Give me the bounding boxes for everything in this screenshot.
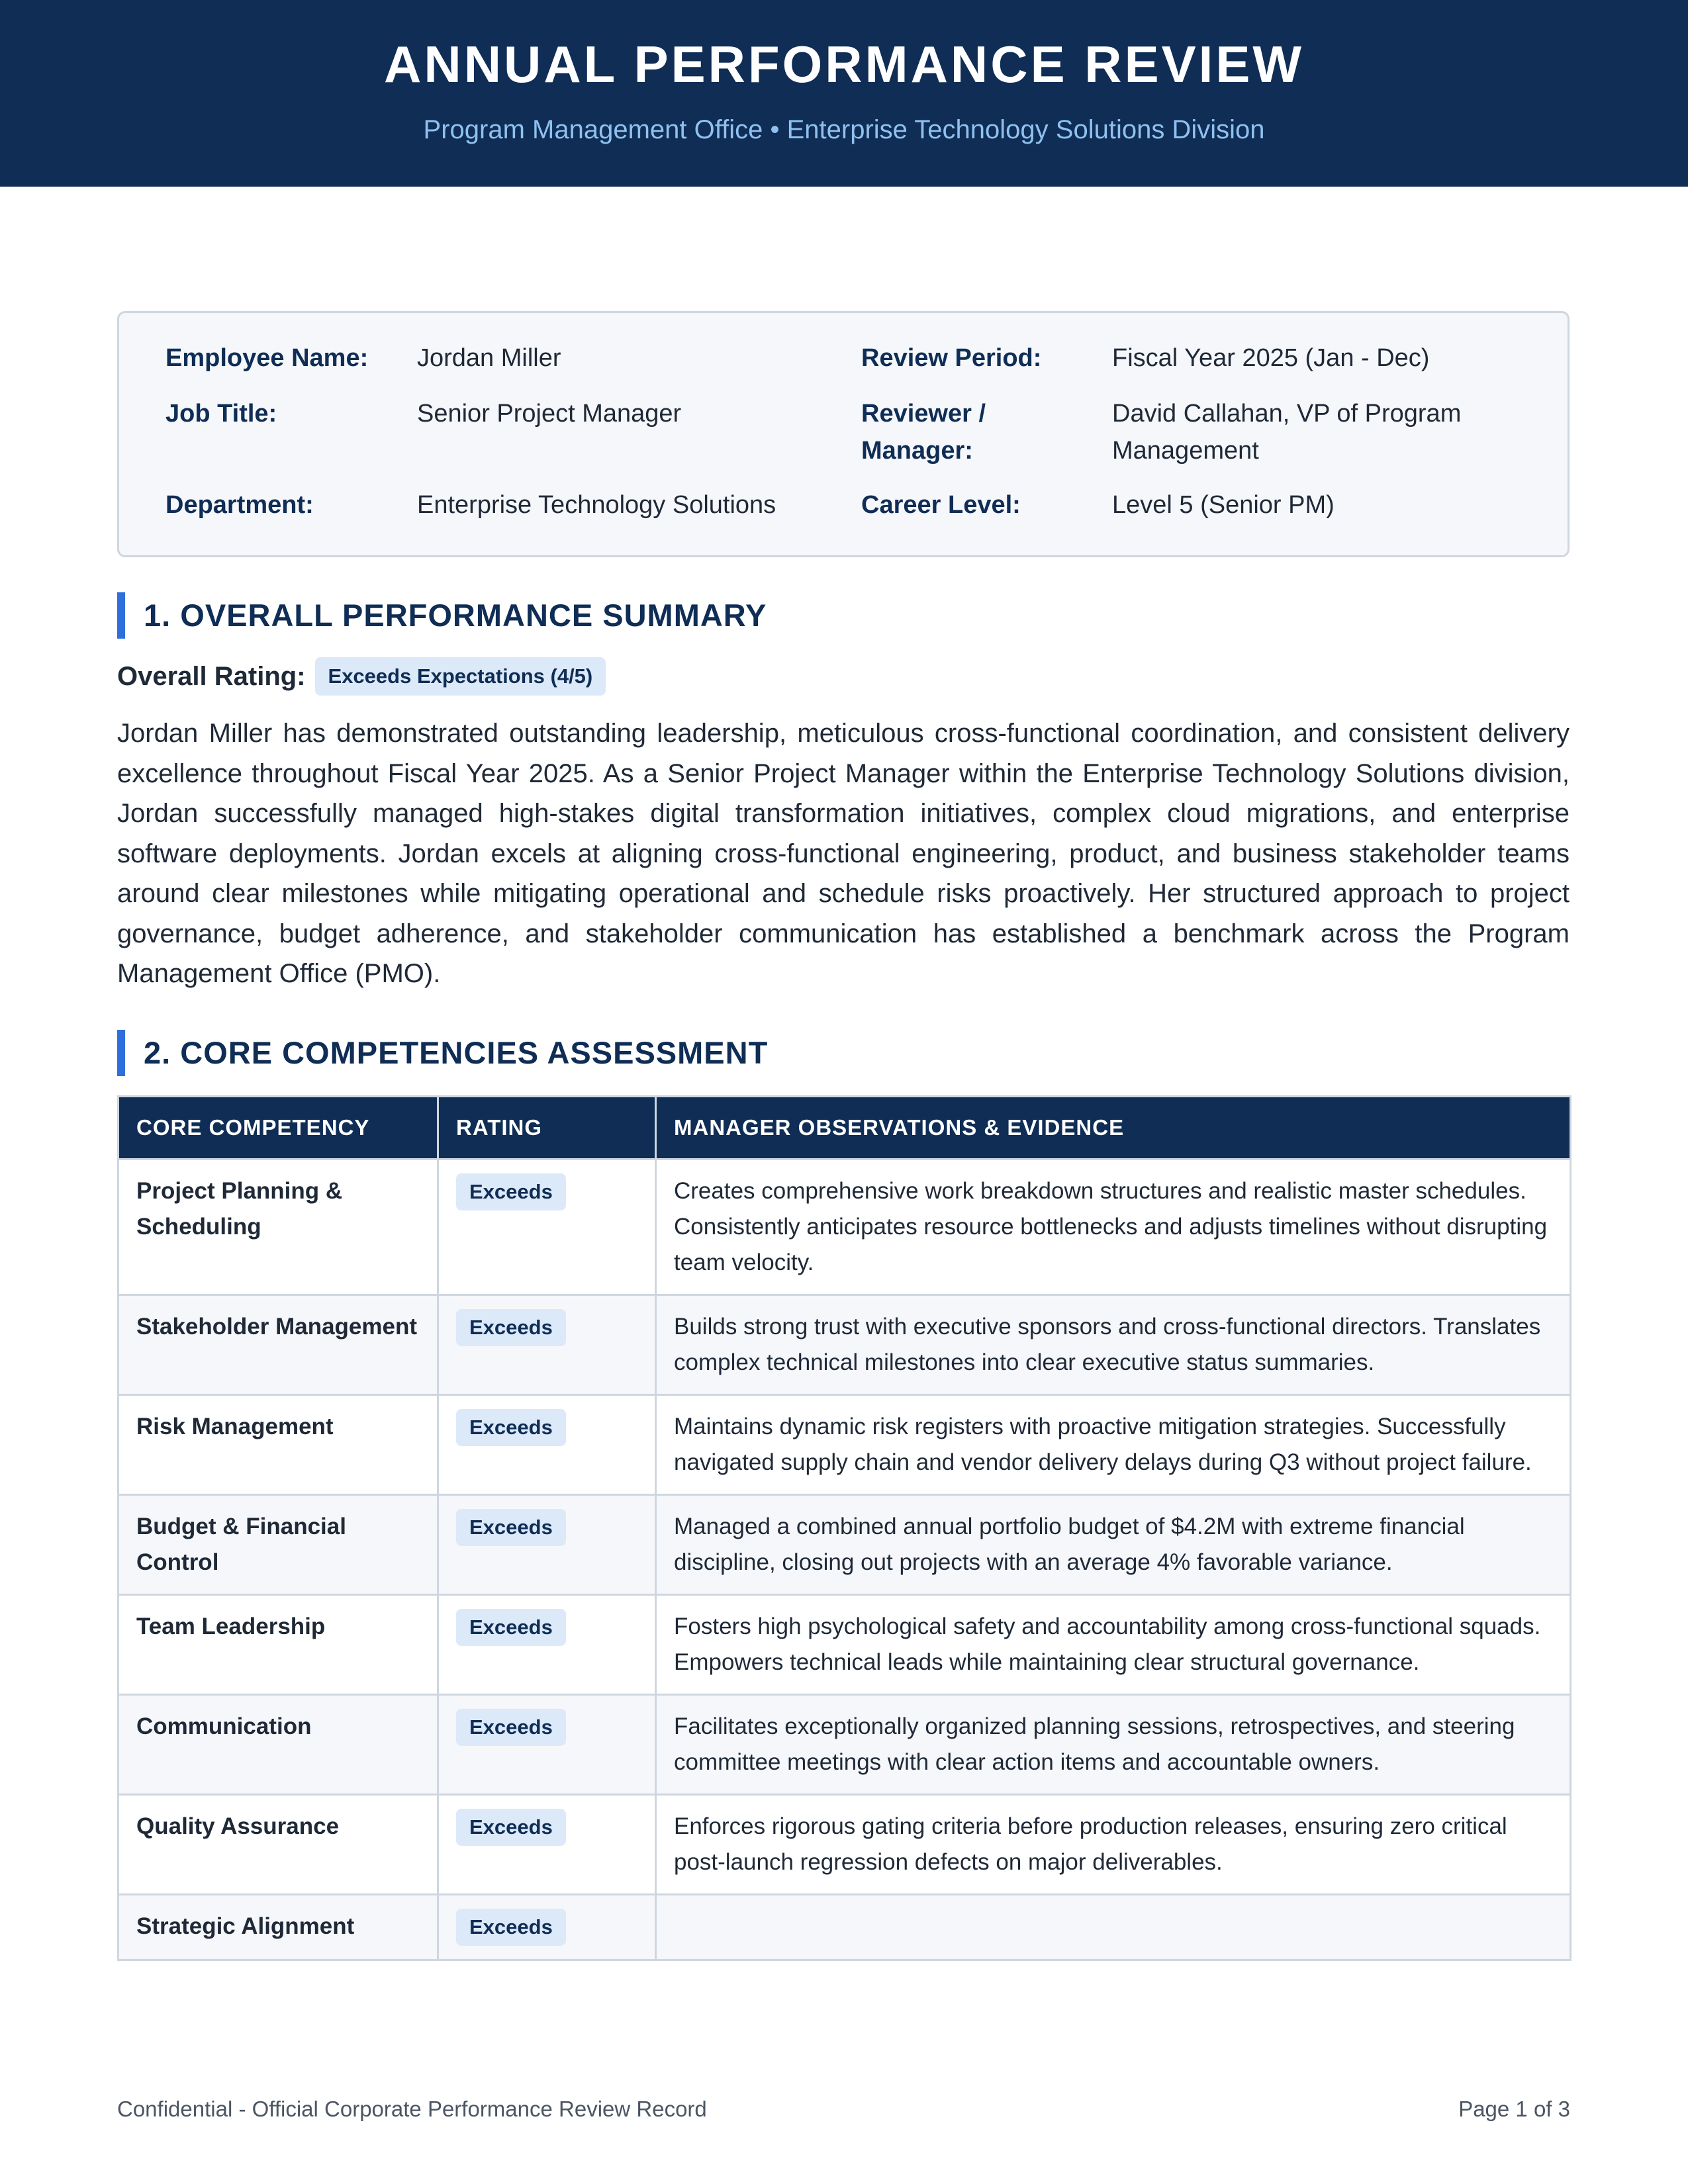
competencies-table-body (118, 1160, 1571, 1960)
overall-rating (117, 655, 606, 698)
job-title-label: Job Title: (165, 400, 277, 428)
section-heading-overall-summary: 1. OVERALL PERFORMANCE SUMMARY (117, 592, 767, 639)
competency-name: Quality Assurance (118, 1795, 438, 1895)
career-level-label: Career Level: (861, 491, 1021, 519)
reviewer-value (1112, 395, 1461, 469)
department-value: Enterprise Technology Solutions (417, 491, 776, 519)
competencies-table (117, 1095, 1571, 1961)
reviewer-label-line2: Manager: (861, 437, 973, 465)
footer-page-number: Page 1 of 3 (1458, 2097, 1570, 2121)
reviewer-label (861, 395, 986, 469)
table-row (118, 1160, 1571, 1295)
table-row (118, 1495, 1571, 1595)
competency-rating-cell (438, 1495, 656, 1595)
rating-badge: Exceeds (456, 1309, 566, 1346)
department-label: Department: (165, 491, 314, 519)
table-row (118, 1595, 1571, 1695)
competency-rating-cell (438, 1695, 656, 1795)
column-header-rating: RATING (438, 1097, 656, 1160)
competency-rating-cell (438, 1295, 656, 1395)
table-row (118, 1395, 1571, 1495)
page-header (0, 0, 1688, 187)
document-subtitle: Program Management Office • Enterprise Technology Solutions Division (423, 115, 1265, 144)
competency-rating-cell (438, 1395, 656, 1495)
competency-name: Strategic Alignment (118, 1895, 438, 1960)
competency-rating-cell (438, 1895, 656, 1960)
section-heading-core-competencies: 2. CORE COMPETENCIES ASSESSMENT (117, 1030, 768, 1076)
review-period-label: Review Period: (861, 344, 1042, 372)
competency-name: Budget & Financial Control (118, 1495, 438, 1595)
reviewer-label-line1: Reviewer / (861, 400, 986, 428)
employee-name-value: Jordan Miller (417, 344, 561, 372)
rating-badge: Exceeds (456, 1509, 566, 1546)
competency-name: Communication (118, 1695, 438, 1795)
competency-observation: Facilitates exceptionally organized planning sessions, retrospectives, and steering committee meetings with clear action items and accountable owners. (656, 1695, 1571, 1795)
table-row (118, 1795, 1571, 1895)
table-row (118, 1295, 1571, 1395)
overall-rating-label: Overall Rating: (117, 661, 306, 691)
competency-name: Risk Management (118, 1395, 438, 1495)
competency-observation: Maintains dynamic risk registers with proactive mitigation strategies. Successfully navigated supply chain and vendor delivery delays during Q3 without project failure. (656, 1395, 1571, 1495)
document-title: ANNUAL PERFORMANCE REVIEW (384, 35, 1304, 93)
review-period-value: Fiscal Year 2025 (Jan - Dec) (1112, 344, 1430, 372)
competency-observation: Managed a combined annual portfolio budget of $4.2M with extreme financial discipline, closing out projects with an average 4% favorable variance. (656, 1495, 1571, 1595)
competency-observation: Enforces rigorous gating criteria before production releases, ensuring zero critical post-launch regression defects on major deliverables. (656, 1795, 1571, 1895)
competency-rating-cell (438, 1795, 656, 1895)
competency-rating-cell (438, 1595, 656, 1695)
footer-confidential-note: Confidential - Official Corporate Performance Review Record (117, 2097, 707, 2121)
competency-observation: Creates comprehensive work breakdown structures and realistic master schedules. Consistently anticipates resource bottlenecks and adjusts timelines without disrupting team velocity. (656, 1160, 1571, 1295)
job-title-value: Senior Project Manager (417, 400, 682, 428)
performance-summary-text: Jordan Miller has demonstrated outstanding leadership, meticulous cross-functional coordination, and consistent delivery excellence throughout Fiscal Year 2025. As a Senior Project Manager within the Enterprise Technology Solutions division, Jordan successfully managed high-stakes digital transformation initiatives, complex cloud migrations, and enterprise software deployments. Jordan excels at aligning cross-functional engineering, product, and business stakeholder teams around clear milestones while mitigating operational and schedule risks proactively. Her structured approach to project governance, budget adherence, and stakeholder communication has established a benchmark across the Program Management Office (PMO). (117, 719, 1570, 988)
rating-badge: Exceeds (456, 1909, 566, 1946)
competency-observation: Fosters high psychological safety and accountability among cross-functional squads. Empowers technical leads while maintaining clear structural governance. (656, 1595, 1571, 1695)
rating-badge: Exceeds (456, 1809, 566, 1846)
career-level-value: Level 5 (Senior PM) (1112, 491, 1335, 519)
competency-observation: Builds strong trust with executive sponsors and cross-functional directors. Translates complex technical milestones into clear executive status summaries. (656, 1295, 1571, 1395)
column-header-competency: CORE COMPETENCY (118, 1097, 438, 1160)
rating-badge: Exceeds (456, 1709, 566, 1746)
table-header-row (118, 1097, 1571, 1160)
reviewer-value-line1: David Callahan, VP of Program (1112, 400, 1462, 428)
rating-badge: Exceeds (456, 1609, 566, 1646)
competency-name: Project Planning & Scheduling (118, 1160, 438, 1295)
employee-name-label: Employee Name: (165, 344, 369, 372)
competency-name: Team Leadership (118, 1595, 438, 1695)
competency-rating-cell (438, 1160, 656, 1295)
competency-observation (656, 1895, 1571, 1960)
table-row (118, 1895, 1571, 1960)
table-row (118, 1695, 1571, 1795)
column-header-observations: MANAGER OBSERVATIONS & EVIDENCE (656, 1097, 1571, 1160)
employee-info-box (117, 311, 1570, 557)
overall-rating-badge: Exceeds Expectations (4/5) (315, 657, 606, 696)
reviewer-value-line2: Management (1112, 437, 1259, 465)
rating-badge: Exceeds (456, 1173, 566, 1210)
rating-badge: Exceeds (456, 1409, 566, 1446)
competency-name: Stakeholder Management (118, 1295, 438, 1395)
